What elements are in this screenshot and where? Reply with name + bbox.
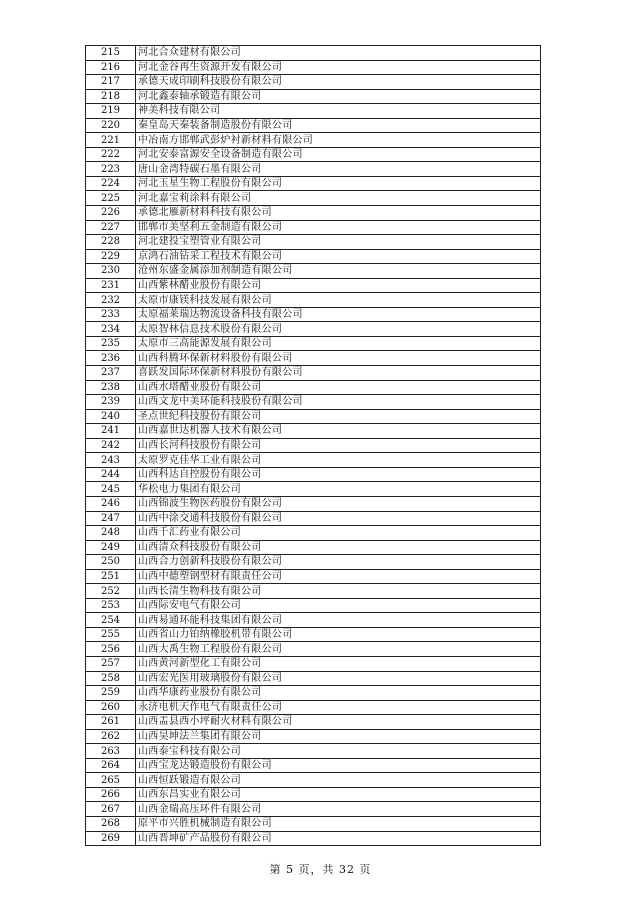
row-number: 250: [86, 555, 136, 570]
row-number: 241: [86, 424, 136, 439]
table-row: [86, 176, 541, 191]
row-number: 248: [86, 526, 136, 541]
row-number: 247: [86, 511, 136, 526]
row-number: 226: [86, 206, 136, 221]
table-row: [86, 613, 541, 628]
row-number: 242: [86, 438, 136, 453]
table-row: [86, 249, 541, 264]
company-name: 华松电力集团有限公司: [136, 482, 541, 497]
company-name: 圣点世纪科技股份有限公司: [136, 409, 541, 424]
row-number: 238: [86, 380, 136, 395]
company-name: 山西科腾环保新材料股份有限公司: [136, 351, 541, 366]
table-row: [86, 511, 541, 526]
table-row: [86, 773, 541, 788]
company-name: 山西长河科技股份有限公司: [136, 438, 541, 453]
company-name: 山西际安电气有限公司: [136, 598, 541, 613]
row-number: 233: [86, 307, 136, 322]
table-row: [86, 569, 541, 584]
company-name: 山西紫林醋业股份有限公司: [136, 278, 541, 293]
table-row: [86, 104, 541, 119]
table-row: [86, 322, 541, 337]
company-name: 唐山金湾特碳石墨有限公司: [136, 162, 541, 177]
row-number: 237: [86, 366, 136, 381]
row-number: 256: [86, 642, 136, 657]
page-footer: 第 5 页，共 32 页: [269, 863, 372, 876]
table-row: [86, 540, 541, 555]
table-row: [86, 351, 541, 366]
row-number: 268: [86, 816, 136, 831]
row-number: 239: [86, 395, 136, 410]
row-number: 249: [86, 540, 136, 555]
company-name: 山西省山力铂纳橡胶机带有限公司: [136, 627, 541, 642]
table-row: [86, 46, 541, 61]
company-name: 山西盂县西小坪耐火材料有限公司: [136, 715, 541, 730]
company-name: 神美科技有限公司: [136, 104, 541, 119]
company-name: 京鸿石油钻采工程技术有限公司: [136, 249, 541, 264]
company-name: 山西泰宝科技有限公司: [136, 744, 541, 759]
company-name: 山西水塔醋业股份有限公司: [136, 380, 541, 395]
row-number: 266: [86, 787, 136, 802]
table-row: [86, 60, 541, 75]
table-row: [86, 75, 541, 90]
table-row: [86, 395, 541, 410]
row-number: 244: [86, 467, 136, 482]
row-number: 223: [86, 162, 136, 177]
company-name: 山西嘉世达机器人技术有限公司: [136, 424, 541, 439]
table-row: [86, 133, 541, 148]
row-number: 262: [86, 729, 136, 744]
company-name: 山西锦波生物医药股份有限公司: [136, 496, 541, 511]
table-row: [86, 366, 541, 381]
company-name: 山西合力创新科技股份有限公司: [136, 555, 541, 570]
company-name: 河北鑫泰轴承锻造有限公司: [136, 89, 541, 104]
company-name: 河北安泰富源安全设备制造有限公司: [136, 147, 541, 162]
row-number: 220: [86, 118, 136, 133]
row-number: 231: [86, 278, 136, 293]
table-row: [86, 336, 541, 351]
company-name: 山西金瑞高压环件有限公司: [136, 802, 541, 817]
row-number: 252: [86, 584, 136, 599]
table-row: [86, 453, 541, 468]
row-number: 254: [86, 613, 136, 628]
company-name: 秦皇岛天秦装备制造股份有限公司: [136, 118, 541, 133]
row-number: 261: [86, 715, 136, 730]
table-row: [86, 642, 541, 657]
table-row: [86, 424, 541, 439]
table-row: [86, 671, 541, 686]
table-row: [86, 467, 541, 482]
row-number: 215: [86, 46, 136, 61]
table-row: [86, 293, 541, 308]
row-number: 251: [86, 569, 136, 584]
table-row: [86, 278, 541, 293]
table-row: [86, 555, 541, 570]
table-row: [86, 816, 541, 831]
table-row: [86, 147, 541, 162]
row-number: 219: [86, 104, 136, 119]
company-name: 邯郸市美坚利五金制造有限公司: [136, 220, 541, 235]
table-row: [86, 744, 541, 759]
table-row: [86, 482, 541, 497]
row-number: 259: [86, 686, 136, 701]
row-number: 229: [86, 249, 136, 264]
row-number: 224: [86, 176, 136, 191]
row-number: 257: [86, 656, 136, 671]
company-name: 原平市兴胜机械制造有限公司: [136, 816, 541, 831]
row-number: 217: [86, 75, 136, 90]
company-name: 河北金谷再生资源开发有限公司: [136, 60, 541, 75]
row-number: 218: [86, 89, 136, 104]
table-row: [86, 627, 541, 642]
company-name: 山西宝龙达锻造股份有限公司: [136, 758, 541, 773]
company-name: 山西晋坤矿产品股份有限公司: [136, 831, 541, 846]
table-row: [86, 584, 541, 599]
row-number: 225: [86, 191, 136, 206]
row-number: 269: [86, 831, 136, 846]
row-number: 232: [86, 293, 136, 308]
table-row: [86, 206, 541, 221]
company-name: 山西昊坤法兰集团有限公司: [136, 729, 541, 744]
table-row: [86, 162, 541, 177]
table-row: [86, 409, 541, 424]
table-row: [86, 235, 541, 250]
company-name: 河北玉星生物工程股份有限公司: [136, 176, 541, 191]
row-number: 243: [86, 453, 136, 468]
company-name: 山西长清生物科技有限公司: [136, 584, 541, 599]
table-row: [86, 264, 541, 279]
company-name: 太原智林信息技术股份有限公司: [136, 322, 541, 337]
company-name: 山西宏光医用玻璃股份有限公司: [136, 671, 541, 686]
company-name: 山西大禹生物工程股份有限公司: [136, 642, 541, 657]
company-name: 沧州东盛金属添加剂制造有限公司: [136, 264, 541, 279]
row-number: 235: [86, 336, 136, 351]
row-number: 253: [86, 598, 136, 613]
company-name: 山西恒跃锻造有限公司: [136, 773, 541, 788]
row-number: 222: [86, 147, 136, 162]
company-name: 太原福莱瑞达物流设备科技有限公司: [136, 307, 541, 322]
company-name: 河北嘉宝莉涂料有限公司: [136, 191, 541, 206]
table-row: [86, 700, 541, 715]
row-number: 260: [86, 700, 136, 715]
table-row: [86, 656, 541, 671]
company-name: 山西科达自控股份有限公司: [136, 467, 541, 482]
company-name: 中冶南方邯郸武彭炉衬新材料有限公司: [136, 133, 541, 148]
row-number: 246: [86, 496, 136, 511]
table-row: [86, 715, 541, 730]
company-name: 山西东昌实业有限公司: [136, 787, 541, 802]
table-row: [86, 686, 541, 701]
table-row: [86, 787, 541, 802]
company-name: 永济电机天作电气有限责任公司: [136, 700, 541, 715]
table-row: [86, 438, 541, 453]
company-name: 喜跃发国际环保新材料股份有限公司: [136, 366, 541, 381]
row-number: 234: [86, 322, 136, 337]
table-row: [86, 220, 541, 235]
row-number: 267: [86, 802, 136, 817]
row-number: 265: [86, 773, 136, 788]
company-name: 太原罗克佳华工业有限公司: [136, 453, 541, 468]
row-number: 227: [86, 220, 136, 235]
table-row: [86, 380, 541, 395]
company-name: 承德天成印刷科技股份有限公司: [136, 75, 541, 90]
table-row: [86, 118, 541, 133]
company-name: 山西文龙中美环能科技股份有限公司: [136, 395, 541, 410]
table-row: [86, 802, 541, 817]
company-name: 山西清众科技股份有限公司: [136, 540, 541, 555]
company-name: 山西千汇药业有限公司: [136, 526, 541, 541]
company-list-body: [86, 46, 541, 846]
company-name: 山西黄河新型化工有限公司: [136, 656, 541, 671]
row-number: 255: [86, 627, 136, 642]
table-row: [86, 598, 541, 613]
row-number: 216: [86, 60, 136, 75]
table-row: [86, 526, 541, 541]
company-name: 太原市三高能源发展有限公司: [136, 336, 541, 351]
table-row: [86, 191, 541, 206]
company-name: 山西易通环能科技集团有限公司: [136, 613, 541, 628]
company-list-table: [85, 45, 541, 846]
table-row: [86, 307, 541, 322]
row-number: 221: [86, 133, 136, 148]
company-name: 山西中涂交通科技股份有限公司: [136, 511, 541, 526]
company-name: 山西华康药业股份有限公司: [136, 686, 541, 701]
table-row: [86, 729, 541, 744]
row-number: 230: [86, 264, 136, 279]
row-number: 228: [86, 235, 136, 250]
table-row: [86, 831, 541, 846]
row-number: 263: [86, 744, 136, 759]
company-name: 太原市康镁科技发展有限公司: [136, 293, 541, 308]
row-number: 264: [86, 758, 136, 773]
row-number: 236: [86, 351, 136, 366]
company-name: 河北合众建材有限公司: [136, 46, 541, 61]
table-row: [86, 758, 541, 773]
company-name: 河北建投宝塑管业有限公司: [136, 235, 541, 250]
row-number: 240: [86, 409, 136, 424]
company-name: 山西中德塑钢型材有限责任公司: [136, 569, 541, 584]
row-number: 258: [86, 671, 136, 686]
company-name: 承德北雁新材料科技有限公司: [136, 206, 541, 221]
table-row: [86, 89, 541, 104]
row-number: 245: [86, 482, 136, 497]
table-row: [86, 496, 541, 511]
